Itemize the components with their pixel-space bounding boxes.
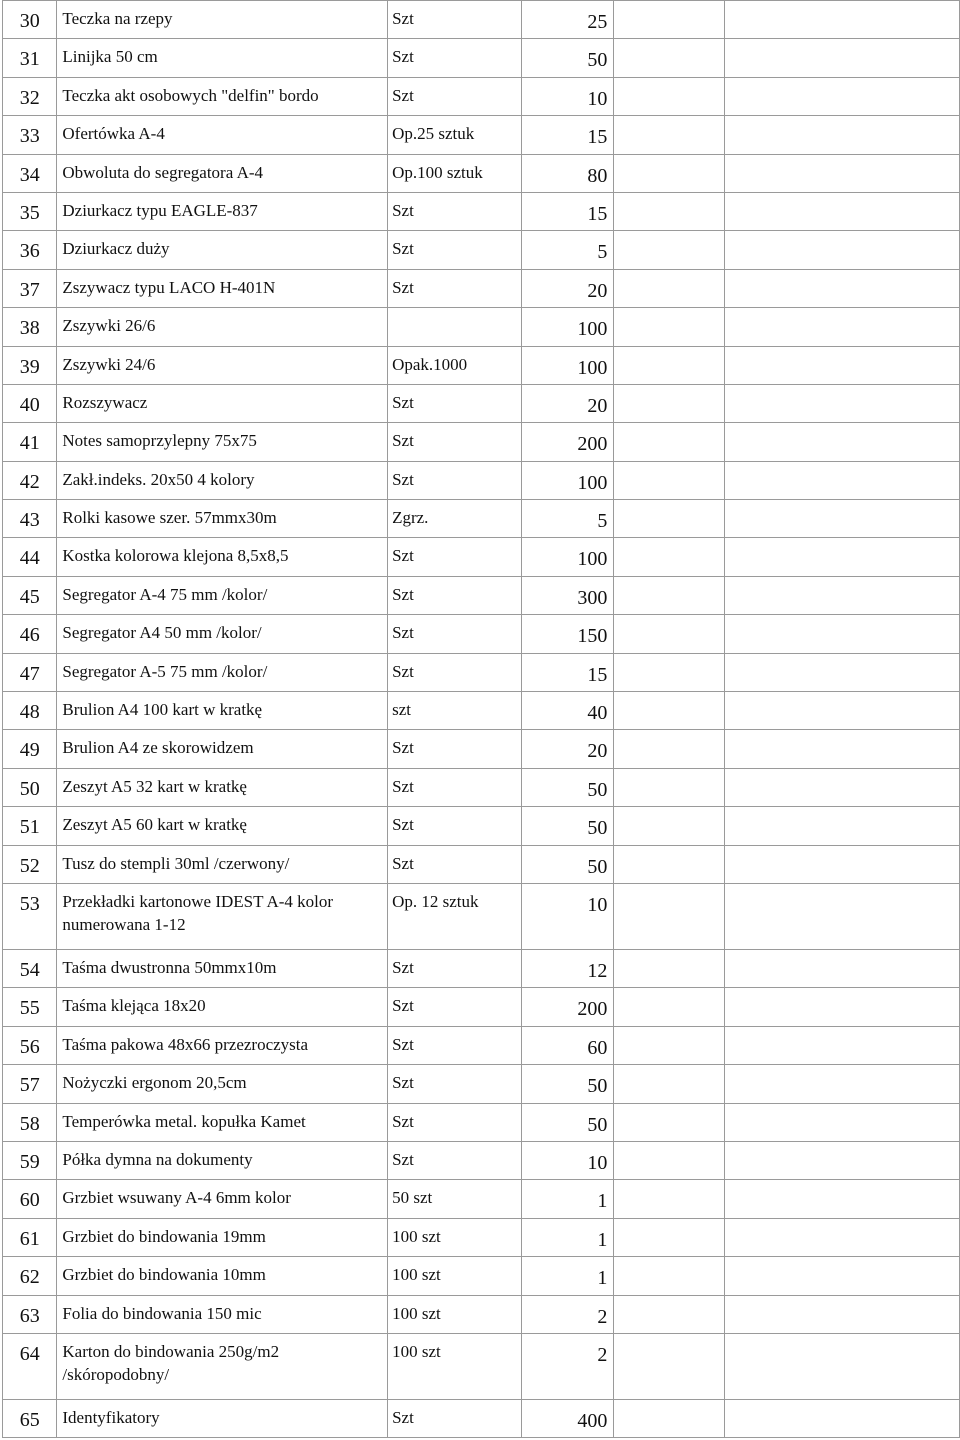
table-row <box>3 116 960 154</box>
empty-cell <box>614 1295 725 1333</box>
item-name: Segregator A-4 75 mm /kolor/ <box>57 576 388 614</box>
empty-cell <box>725 1065 960 1103</box>
empty-cell <box>725 77 960 115</box>
empty-cell <box>725 615 960 653</box>
table-row <box>3 1103 960 1141</box>
item-quantity: 20 <box>522 730 614 768</box>
item-unit: 100 szt <box>388 1295 522 1333</box>
empty-cell <box>725 192 960 230</box>
table-row <box>3 77 960 115</box>
item-quantity: 2 <box>522 1295 614 1333</box>
table-row <box>3 231 960 269</box>
empty-cell <box>725 1026 960 1064</box>
item-unit: Szt <box>388 615 522 653</box>
empty-cell <box>725 1218 960 1256</box>
item-name: Tusz do stempli 30ml /czerwony/ <box>57 845 388 883</box>
table-row <box>3 308 960 346</box>
empty-cell <box>614 949 725 987</box>
item-unit: Szt <box>388 77 522 115</box>
item-unit: szt <box>388 692 522 730</box>
empty-cell <box>725 653 960 691</box>
item-unit: Szt <box>388 807 522 845</box>
table-row <box>3 576 960 614</box>
item-quantity: 20 <box>522 269 614 307</box>
item-quantity: 100 <box>522 308 614 346</box>
table-row <box>3 154 960 192</box>
table-row <box>3 423 960 461</box>
row-number: 64 <box>3 1333 57 1399</box>
row-number: 33 <box>3 116 57 154</box>
empty-cell <box>614 845 725 883</box>
item-quantity: 50 <box>522 807 614 845</box>
table-row <box>3 39 960 77</box>
item-unit: Szt <box>388 1399 522 1437</box>
item-unit: 100 szt <box>388 1257 522 1295</box>
item-name: Nożyczki ergonom 20,5cm <box>57 1065 388 1103</box>
item-name: Rozszywacz <box>57 384 388 422</box>
empty-cell <box>614 116 725 154</box>
empty-cell <box>614 538 725 576</box>
row-number: 46 <box>3 615 57 653</box>
empty-cell <box>614 500 725 538</box>
item-name: Obwoluta do segregatora A-4 <box>57 154 388 192</box>
item-unit: Szt <box>388 576 522 614</box>
item-name: Dziurkacz duży <box>57 231 388 269</box>
item-quantity: 10 <box>522 1141 614 1179</box>
row-number: 55 <box>3 988 57 1026</box>
item-unit: Szt <box>388 384 522 422</box>
row-number: 35 <box>3 192 57 230</box>
row-number: 65 <box>3 1399 57 1437</box>
item-quantity: 15 <box>522 116 614 154</box>
item-unit: Opak.1000 <box>388 346 522 384</box>
item-quantity: 50 <box>522 768 614 806</box>
table-row <box>3 269 960 307</box>
item-name: Zakł.indeks. 20x50 4 kolory <box>57 461 388 499</box>
table-row <box>3 1218 960 1256</box>
empty-cell <box>614 653 725 691</box>
item-quantity: 40 <box>522 692 614 730</box>
empty-cell <box>725 500 960 538</box>
table-row <box>3 1065 960 1103</box>
table-row <box>3 384 960 422</box>
empty-cell <box>614 807 725 845</box>
table-row <box>3 1141 960 1179</box>
table-row <box>3 500 960 538</box>
item-name: Zeszyt A5 32 kart w kratkę <box>57 768 388 806</box>
empty-cell <box>725 1180 960 1218</box>
item-unit: Szt <box>388 231 522 269</box>
item-unit: 100 szt <box>388 1218 522 1256</box>
row-number: 36 <box>3 231 57 269</box>
item-unit: Szt <box>388 423 522 461</box>
item-quantity: 1 <box>522 1257 614 1295</box>
item-unit: Op. 12 sztuk <box>388 883 522 949</box>
empty-cell <box>614 1026 725 1064</box>
item-name: Identyfikatory <box>57 1399 388 1437</box>
empty-cell <box>614 1218 725 1256</box>
item-quantity: 150 <box>522 615 614 653</box>
item-unit: Szt <box>388 269 522 307</box>
item-name: Ofertówka A-4 <box>57 116 388 154</box>
item-unit: 50 szt <box>388 1180 522 1218</box>
table-row <box>3 461 960 499</box>
row-number: 60 <box>3 1180 57 1218</box>
empty-cell <box>614 308 725 346</box>
row-number: 30 <box>3 1 57 39</box>
item-unit <box>388 308 522 346</box>
item-quantity: 50 <box>522 845 614 883</box>
table-row <box>3 807 960 845</box>
table-row <box>3 1 960 39</box>
item-name: Taśma klejąca 18x20 <box>57 988 388 1026</box>
empty-cell <box>725 346 960 384</box>
item-name: Dziurkacz typu EAGLE-837 <box>57 192 388 230</box>
item-quantity: 100 <box>522 538 614 576</box>
row-number: 51 <box>3 807 57 845</box>
empty-cell <box>614 768 725 806</box>
item-name: Kostka kolorowa klejona 8,5x8,5 <box>57 538 388 576</box>
item-name: Notes samoprzylepny 75x75 <box>57 423 388 461</box>
table-row <box>3 692 960 730</box>
row-number: 45 <box>3 576 57 614</box>
table-row <box>3 845 960 883</box>
row-number: 50 <box>3 768 57 806</box>
empty-cell <box>725 384 960 422</box>
item-unit: Szt <box>388 988 522 1026</box>
item-unit: Szt <box>388 461 522 499</box>
empty-cell <box>725 576 960 614</box>
empty-cell <box>614 1257 725 1295</box>
item-name: Grzbiet do bindowania 10mm <box>57 1257 388 1295</box>
empty-cell <box>614 384 725 422</box>
empty-cell <box>614 1333 725 1399</box>
item-name: Linijka 50 cm <box>57 39 388 77</box>
table-row <box>3 949 960 987</box>
item-name: Temperówka metal. kopułka Kamet <box>57 1103 388 1141</box>
item-unit: Szt <box>388 949 522 987</box>
empty-cell <box>725 308 960 346</box>
item-name: Grzbiet do bindowania 19mm <box>57 1218 388 1256</box>
empty-cell <box>725 883 960 949</box>
empty-cell <box>725 423 960 461</box>
item-name: Taśma pakowa 48x66 przezroczysta <box>57 1026 388 1064</box>
item-unit: Szt <box>388 192 522 230</box>
item-unit: Szt <box>388 1103 522 1141</box>
empty-cell <box>614 269 725 307</box>
item-quantity: 15 <box>522 653 614 691</box>
empty-cell <box>725 116 960 154</box>
item-quantity: 200 <box>522 423 614 461</box>
row-number: 42 <box>3 461 57 499</box>
table-row <box>3 346 960 384</box>
item-quantity: 5 <box>522 231 614 269</box>
empty-cell <box>725 845 960 883</box>
item-quantity: 25 <box>522 1 614 39</box>
empty-cell <box>725 1399 960 1437</box>
row-number: 34 <box>3 154 57 192</box>
item-quantity: 5 <box>522 500 614 538</box>
item-quantity: 200 <box>522 988 614 1026</box>
empty-cell <box>614 77 725 115</box>
empty-cell <box>725 730 960 768</box>
item-quantity: 300 <box>522 576 614 614</box>
table-row <box>3 768 960 806</box>
item-name: Teczka na rzepy <box>57 1 388 39</box>
empty-cell <box>725 231 960 269</box>
item-name: Segregator A4 50 mm /kolor/ <box>57 615 388 653</box>
item-unit: Szt <box>388 1 522 39</box>
empty-cell <box>614 423 725 461</box>
item-quantity: 15 <box>522 192 614 230</box>
table-row <box>3 1257 960 1295</box>
table-row <box>3 1399 960 1437</box>
item-quantity: 60 <box>522 1026 614 1064</box>
item-name: Brulion A4 ze skorowidzem <box>57 730 388 768</box>
table-row <box>3 883 960 949</box>
row-number: 39 <box>3 346 57 384</box>
item-unit: Szt <box>388 845 522 883</box>
item-quantity: 10 <box>522 883 614 949</box>
row-number: 43 <box>3 500 57 538</box>
item-name: Brulion A4 100 kart w kratkę <box>57 692 388 730</box>
item-name: Folia do bindowania 150 mic <box>57 1295 388 1333</box>
item-unit: Zgrz. <box>388 500 522 538</box>
item-quantity: 1 <box>522 1180 614 1218</box>
item-unit: Szt <box>388 1065 522 1103</box>
row-number: 44 <box>3 538 57 576</box>
empty-cell <box>725 768 960 806</box>
item-quantity: 100 <box>522 346 614 384</box>
item-unit: Szt <box>388 1141 522 1179</box>
empty-cell <box>725 807 960 845</box>
table-row <box>3 1295 960 1333</box>
row-number: 47 <box>3 653 57 691</box>
row-number: 31 <box>3 39 57 77</box>
item-quantity: 1 <box>522 1218 614 1256</box>
empty-cell <box>614 1141 725 1179</box>
row-number: 32 <box>3 77 57 115</box>
empty-cell <box>725 1295 960 1333</box>
row-number: 58 <box>3 1103 57 1141</box>
empty-cell <box>725 154 960 192</box>
item-quantity: 20 <box>522 384 614 422</box>
item-name: Karton do bindowania 250g/m2 /skóropodobny/ <box>57 1333 388 1399</box>
empty-cell <box>725 1333 960 1399</box>
item-quantity: 80 <box>522 154 614 192</box>
item-quantity: 10 <box>522 77 614 115</box>
empty-cell <box>614 39 725 77</box>
empty-cell <box>725 949 960 987</box>
empty-cell <box>614 346 725 384</box>
row-number: 38 <box>3 308 57 346</box>
empty-cell <box>725 1 960 39</box>
item-quantity: 2 <box>522 1333 614 1399</box>
row-number: 61 <box>3 1218 57 1256</box>
table-row <box>3 730 960 768</box>
row-number: 40 <box>3 384 57 422</box>
empty-cell <box>614 692 725 730</box>
table-row <box>3 1026 960 1064</box>
empty-cell <box>614 231 725 269</box>
empty-cell <box>614 730 725 768</box>
item-name: Przekładki kartonowe IDEST A-4 kolor numerowana 1-12 <box>57 883 388 949</box>
item-name: Taśma dwustronna 50mmx10m <box>57 949 388 987</box>
empty-cell <box>614 988 725 1026</box>
table-row <box>3 1333 960 1399</box>
item-unit: Op.25 sztuk <box>388 116 522 154</box>
item-name: Segregator A-5 75 mm /kolor/ <box>57 653 388 691</box>
empty-cell <box>725 1257 960 1295</box>
item-name: Zszywacz typu LACO H-401N <box>57 269 388 307</box>
empty-cell <box>614 1180 725 1218</box>
supplies-table <box>2 0 960 1438</box>
table-row <box>3 615 960 653</box>
row-number: 62 <box>3 1257 57 1295</box>
empty-cell <box>725 988 960 1026</box>
item-name: Zszywki 24/6 <box>57 346 388 384</box>
empty-cell <box>614 883 725 949</box>
item-quantity: 50 <box>522 39 614 77</box>
item-unit: Szt <box>388 653 522 691</box>
empty-cell <box>614 576 725 614</box>
empty-cell <box>725 692 960 730</box>
row-number: 53 <box>3 883 57 949</box>
empty-cell <box>725 39 960 77</box>
item-quantity: 100 <box>522 461 614 499</box>
item-unit: Szt <box>388 768 522 806</box>
empty-cell <box>725 461 960 499</box>
empty-cell <box>614 1399 725 1437</box>
item-unit: 100 szt <box>388 1333 522 1399</box>
row-number: 52 <box>3 845 57 883</box>
empty-cell <box>725 1141 960 1179</box>
item-unit: Szt <box>388 538 522 576</box>
table-row <box>3 1180 960 1218</box>
item-quantity: 12 <box>522 949 614 987</box>
table-row <box>3 653 960 691</box>
table-row <box>3 192 960 230</box>
table-row <box>3 988 960 1026</box>
table-body <box>3 1 960 1438</box>
row-number: 54 <box>3 949 57 987</box>
empty-cell <box>614 461 725 499</box>
item-unit: Szt <box>388 730 522 768</box>
item-unit: Op.100 sztuk <box>388 154 522 192</box>
empty-cell <box>614 1103 725 1141</box>
empty-cell <box>614 1 725 39</box>
item-name: Rolki kasowe szer. 57mmx30m <box>57 500 388 538</box>
item-name: Zeszyt A5 60 kart w kratkę <box>57 807 388 845</box>
empty-cell <box>614 192 725 230</box>
item-unit: Szt <box>388 39 522 77</box>
item-unit: Szt <box>388 1026 522 1064</box>
table-row <box>3 538 960 576</box>
empty-cell <box>614 615 725 653</box>
item-name: Półka dymna na dokumenty <box>57 1141 388 1179</box>
item-quantity: 50 <box>522 1065 614 1103</box>
empty-cell <box>614 154 725 192</box>
row-number: 57 <box>3 1065 57 1103</box>
item-name: Teczka akt osobowych "delfin" bordo <box>57 77 388 115</box>
row-number: 41 <box>3 423 57 461</box>
item-quantity: 50 <box>522 1103 614 1141</box>
item-name: Zszywki 26/6 <box>57 308 388 346</box>
item-name: Grzbiet wsuwany A-4 6mm kolor <box>57 1180 388 1218</box>
empty-cell <box>725 538 960 576</box>
empty-cell <box>725 269 960 307</box>
row-number: 56 <box>3 1026 57 1064</box>
row-number: 59 <box>3 1141 57 1179</box>
row-number: 49 <box>3 730 57 768</box>
empty-cell <box>725 1103 960 1141</box>
row-number: 37 <box>3 269 57 307</box>
empty-cell <box>614 1065 725 1103</box>
row-number: 48 <box>3 692 57 730</box>
row-number: 63 <box>3 1295 57 1333</box>
item-quantity: 400 <box>522 1399 614 1437</box>
